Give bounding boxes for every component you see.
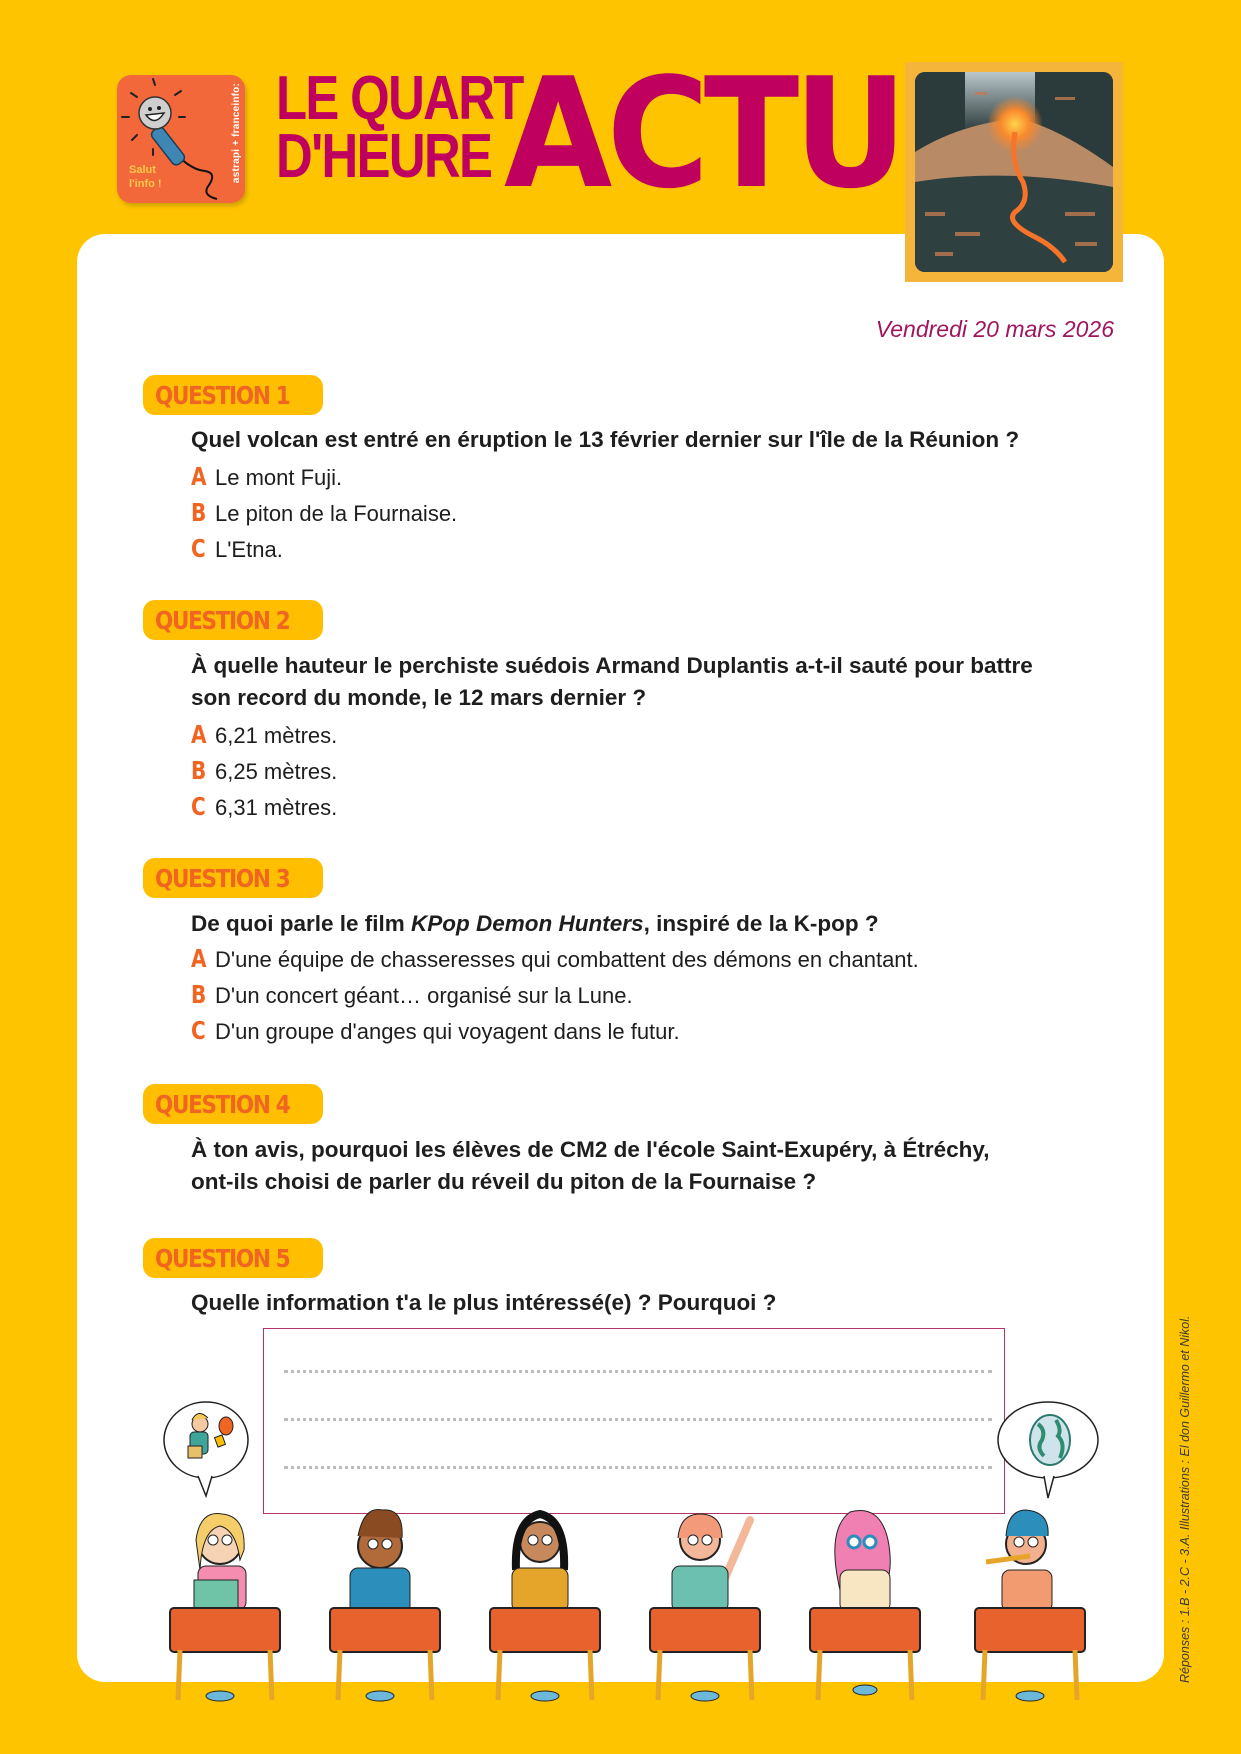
- question-2-answer-a[interactable]: [191, 720, 337, 751]
- answer-letter-b: B: [191, 756, 207, 785]
- logo-tagline: [129, 163, 162, 191]
- question-1-answer-a[interactable]: [191, 462, 342, 493]
- question-5-badge: QUESTION 5: [143, 1238, 323, 1278]
- writing-line: [284, 1370, 992, 1373]
- kid-with-glasses: [835, 1511, 890, 1612]
- kids-at-desks-illustration: [150, 1500, 1110, 1720]
- kid-thinking: [512, 1514, 568, 1612]
- writing-line: [284, 1466, 992, 1469]
- question-3-text-before: De quoi parle le film: [191, 911, 412, 936]
- answers-credits: Réponses : 1.B - 2.C - 3.A. Illustrations : El don Guillermo et Nikol.: [1178, 1315, 1192, 1683]
- answer-letter-b: B: [191, 498, 207, 527]
- question-2-answer-c[interactable]: [191, 792, 337, 823]
- question-2-line1: À quelle hauteur le perchiste suédois Armand Duplantis a-t-il sauté pour battre: [191, 653, 1033, 678]
- answer-letter-b: B: [191, 980, 207, 1009]
- volcano-cover-frame: [905, 62, 1123, 282]
- question-5-text: Quelle information t'a le plus intéressé(e) ? Pourquoi ?: [191, 1290, 777, 1315]
- question-4-badge: QUESTION 4: [143, 1084, 323, 1124]
- kid-with-pencil: [986, 1510, 1052, 1612]
- answer-letter-a: A: [191, 462, 207, 491]
- question-1-answer-c[interactable]: [191, 534, 283, 565]
- kid-raising-hand: [672, 1514, 750, 1612]
- question-1-badge: QUESTION 1: [143, 375, 323, 415]
- answer-text: 6,21 mètres.: [215, 723, 338, 748]
- answer-text: L'Etna.: [215, 537, 283, 562]
- answer-text: Le piton de la Fournaise.: [215, 501, 458, 526]
- globe-icon: [996, 1400, 1106, 1500]
- question-2-badge: QUESTION 2: [143, 600, 323, 640]
- question-3-text-after: , inspiré de la K-pop ?: [643, 911, 879, 936]
- answer-text: Le mont Fuji.: [215, 465, 343, 490]
- answer-text: 6,31 mètres.: [215, 795, 338, 820]
- question-3-answer-b[interactable]: [191, 980, 633, 1011]
- answer-letter-c: C: [191, 534, 206, 563]
- answer-writing-box[interactable]: [263, 1328, 1005, 1514]
- question-3-badge: QUESTION 3: [143, 858, 323, 898]
- question-2-line2: son record du monde, le 12 mars dernier ?: [191, 685, 647, 710]
- answer-letter-c: C: [191, 1016, 206, 1045]
- answer-text: D'un concert géant… organisé sur la Lune.: [215, 983, 633, 1008]
- question-1-answer-b[interactable]: [191, 498, 457, 529]
- question-4-text: [191, 1134, 1111, 1198]
- kid-reading-book: [194, 1514, 246, 1610]
- film-title: KPop Demon Hunters: [411, 911, 644, 936]
- question-3-text: [191, 908, 1111, 940]
- title-line1: LE QUART: [276, 64, 523, 133]
- title-line2: D'HEURE: [276, 122, 492, 191]
- volcano-icon: [915, 72, 1113, 272]
- logo-tagline-line1: Salut: [129, 164, 156, 176]
- reporter-with-microphone-icon: [160, 1398, 252, 1498]
- page-title-big: ACTU: [504, 45, 902, 222]
- writing-line: [284, 1418, 992, 1421]
- question-3-answer-a[interactable]: [191, 944, 919, 975]
- salut-linfo-logo: [117, 75, 245, 203]
- answer-text: D'un groupe d'anges qui voyagent dans le futur.: [215, 1019, 680, 1044]
- kid-hands-behind-head: [350, 1510, 410, 1614]
- question-2-answer-b[interactable]: [191, 756, 337, 787]
- page-title-small: [276, 64, 523, 191]
- logo-brand: astrapi + franceinfo:: [231, 83, 242, 184]
- logo-tagline-line2: l'info !: [129, 178, 162, 190]
- volcano-eruption-illustration: [915, 72, 1113, 272]
- answer-text: 6,25 mètres.: [215, 759, 338, 784]
- question-3-answer-c[interactable]: [191, 1016, 680, 1047]
- answer-text: D'une équipe de chasseresses qui combattent des démons en chantant.: [215, 947, 919, 972]
- question-4-line2: ont-ils choisi de parler du réveil du piton de la Fournaise ?: [191, 1169, 817, 1194]
- answer-letter-a: A: [191, 720, 207, 749]
- answer-letter-a: A: [191, 944, 207, 973]
- answer-letter-c: C: [191, 792, 206, 821]
- question-2-text: [191, 650, 1111, 714]
- question-4-line1: À ton avis, pourquoi les élèves de CM2 de l'école Saint-Exupéry, à Étréchy,: [191, 1137, 990, 1162]
- date-label: Vendredi 20 mars 2026: [875, 316, 1114, 342]
- question-1-text: Quel volcan est entré en éruption le 13 février dernier sur l'île de la Réunion ?: [191, 427, 1020, 452]
